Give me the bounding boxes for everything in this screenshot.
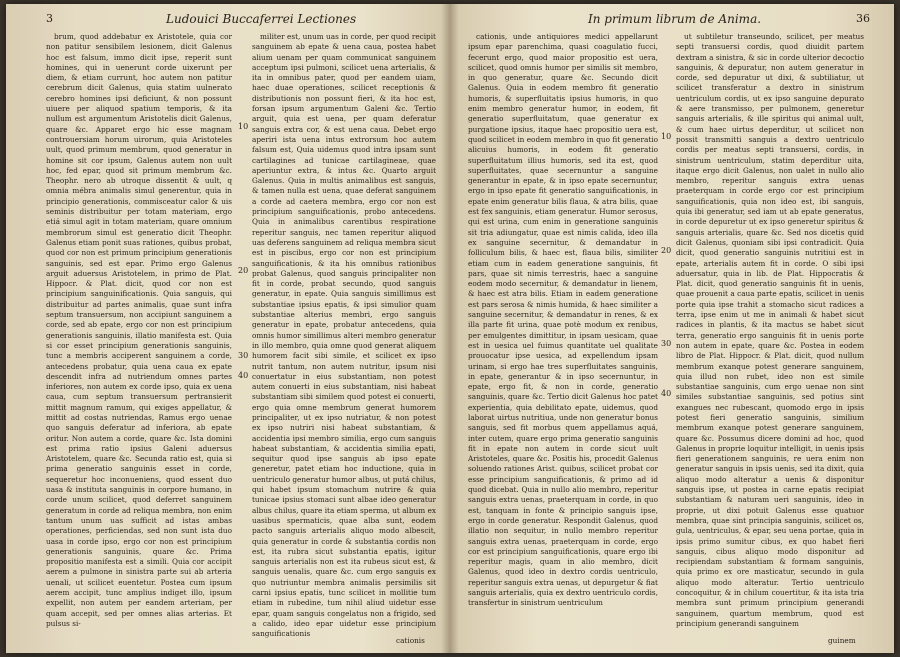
right-line-number: 10 (661, 132, 672, 141)
left-line-number: 20 (238, 266, 249, 275)
left-page (6, 4, 450, 653)
left-column-1 (46, 32, 232, 644)
left-column-1-text: brum, quod addebatur ex Aristotele, quia cor non patitur sensibilem lesionem, dicit Galenus hoc est falsum, immo dicit ipse, reperit sunt homines, qui in uenerunt corde uixerunt per diem, & etiam currunt, hoc autem non patitur cerebrum dicit Galenus, quia statim uulnerato cerebro homines ipsi deficiunt, & non possunt uiuere per aliquod spatium temporis, & ita nullum est argumentum Aristotelis dicit Galenus, quare &c. Apparet ergo hic esse magnam controuersiam horum uirorum, quia Aristoteles uult, quod primum membrum, quod generatur in homine sit cor ipsum, Galenus autem non uult hoc, fed epar, quod sit primum membrum &c. Theophr. nero ab utroque dissentit & uult, q omnia mébra animalis simul generentur, quia in principio generationis, commisceatur calor & uis seminis distribuitur per totam materiam, ergo etiá simul agit in totam materiam, quare omnium membrorum simul est generatio dicit Theophr. Galenus etiam ponit suas rationes, quibus probat, quod cor non est primum principium generationis sanguinis, sed est epar. Primo ergo Galenus arguit aduersus Aristotelem, in primo de Plat. Hippocr. & Plat. dicit, quod cor non est principium sanguinificationis. Quia sanguis, qui distribuitur ad partes animalis, quae sunt infra septum transuersum, non accipiunt sanguinem a corde, sed ab epate, ergo cor non est principium generationis sanguinis, illatio manifesta est. Quia si cor esset principium generationis sanguinis, tunc a membris acciperent sanguinem a corde, antecedens probatur, quia uena caua ex epate descendit infra ad nutriendum omnes partes inferiores, non autem ex corde ipso, quia ex uena caua, cum septum transuersum pertransierit mittit magnum ramum, qui exiges appellatur, & mittit ad costas nutriendas, Ramus ergo uenae quo sanguis deferatur ad inferiora, ab epate oritur. Non autem a corde, quare &c. Ista domini est prima ratio ipsius Galeni aduersus Aristotelem, quare &c. Secunda ratio est, quia si prima generatio sanguinis esset in corde, sequeretur hoc inconueniens, quod essent duo uasa & instituta sanguinis in corpore humano, in corde unum scilicet, quod deferret sanguinem generatum in corde ad reliqua membra, non enim tantum unum uas sufficit ad istas ambas operationes, perficiendas, sed non sunt ista duo uasa in corde ipso, ergo cor non est principium generationis sanguinis, quare &c. Prima propositio manifesta est a simili. Quia cor accipit aerem a pulmone in sinistra parte sui ab arteria uenali, ut scilicet euentetur. Postea cum ipsum aerem accipit, tunc amplius indiget illo, ipsum expellit, non autem per eandem arteriam, per quam accepit, sed per omnes alias arterias. Et pulsus si- (46, 32, 232, 628)
left-column-2 (252, 32, 436, 644)
book-spread (6, 4, 894, 653)
right-line-number: 40 (661, 389, 672, 398)
right-catchword: guinem (828, 636, 856, 645)
right-running-head: In primum librum de Anima. (588, 12, 762, 26)
right-line-number: 20 (661, 246, 672, 255)
right-column-2-text: ut subtiletur transeundo, scilicet, per meatus septi transuersi cordis, quod diuidit partem dextram a sinistra, & sic in corde ulterior decoctio sanguinis, & depuratur, non autem generatur in corde, sed depuratur ut dixi, & subtiliatur, ut scilicet transferatur a dextro in sinistrum uentriculum cordis, ut ex ipso sanguine depurato & aere transmisso, per pulmonem, generetur sanguis arterialis, & ille spiritus qui animal uult, & cum haec uirtus deperditur, ut scilicet non possit transmitti sanguis a dextro uentriculo cordis per meatus septi transuersi, cordis, in sinistrum uentriculum, statim deperditur uita, itaque ergo dicit Galenus, non ualet in nullo alio membro, reperitur sanguis extra uenas praeterquam in corde ergo cor est principium sanguificationis, quia non ideo est, ibi sanguis, quia ibi generatur, sed iam ut ab epate generatus, in corde depuretur ut ex ipso generetur spiritus & sanguis arterialis, quare &c. Sed nos dicetis quid dicit Galenus, quoniam sibi ipsi contradicit. Quia dicit, quod generatio sanguinis nutritiui est in epate, arterialis autem fit in corde. O sibi ipsi aduersatur, quia in lib. de Plat. Hippocratis & Plat. dicit, quod generatio sanguinis fit in uenis, quae prouenit a caua parte epatis, scilicet in uenis porte quia ipse trahit a stomacho sicut radices a terra, ipse enim ut me in animali & habet sicut radices in plantis, & ita mactus se habet sicut terra, generatio ergo sanguinis fit in uenis porte non autem in epate, quare &c. Postea in eodem libro de Plat. Hippocr. & Plat. dicit, quod nullum membrum exanque potest generare sanguinem, quia illud non rubet, ideo non est simile substantiae sanguinis, cum ergo uenae non sint similes substantiae sanguinis, sed potius sint exangues nec rubescant, quomodo ergo in ipsis potest fieri generatio sanguinis, similium membrum exanque potest generare sanguinem, quare &c. Possumus dicere domini ad hoc, quod Galenus in proprie loquitur intelligit, in uenis ipsis fieri generationem sanguinis, re uera enim non generatur sanguis in ipsis uenis, sed ita dixit, quia aliquo modo alteratur a uenis & disponitur sanguis ipse, ut postea in carne epatis recipiat substantiam & naturam ueri sanguinis, ideo in proprie, ut dixi potuit Galenus esse quatuor membra, quae sint principia sanguinis, scilicet os, gula, uentriculus, & epar, seu uena portae, quia in ipsis primo sumitur cibus, ex quo habet fieri sanguis, cibus aliquo modo disponitur ad recipiendam substantiam & formam sanguinis, quia primo ex ore masticatur, secundo in gula aliquo modo alteratur. Tertio uentriculo concoquitur, & in chilum couertitur, & ita ista tria membra sunt primum principium generandi sanguinem, quartum membrum, quod est principium generandi sanguinem (676, 32, 864, 628)
right-column-1 (468, 32, 658, 644)
left-folio: 3 (46, 12, 53, 25)
left-page-header (46, 12, 426, 30)
left-column-2-text: militer est, unum uas in corde, per quod recipit sanguinem ab epate & uena caua, postea habet alium uenam per quam communicat sanguinem acceptum ipsi pulmoni, scilicet uena arterialis, & ita in omnibus pater, quod per eandem uiam, haec duae operationes, scilicet receptionis & distributionis non possunt fieri, & ita hoc est, forsan ipsum argumentum Galeni &c. Tertio arguit, quia est uena, per quam deferatur sanguis extra cor, & est uena caua. Debet ergo aperiri ista uena intus extrorsum hoc autem falsum est, Quia uidemus quod intra ipsam sunt cartilagines ad tunicae cartilagineae, quae aperiuntur extra, & intus &c. Quarto arguit Galenus. Quia in multis animalibus est sanguis, & tamen nulla est uena, quae deferat sanguinem a corde ad caetera membra, ergo cor non est principium sanguificationis, probo antecedens. Quia in animalibus carentibus respiratione reperitur sanguis, nec tamen reperitur aliquod uas deferens sanguinem ad reliqua membra sicut est in piscibus, ergo cor non est principium sanguificationis, & ita his omnibus rationibus probat Galenus, quod sanguis principaliter non fit in corde, probat secundo, quod sanguis generatur, in epate. Quia sanguis simillimus est substantiae ipsius epatis, & ipsi simulior quam substantiae alterius membri, ergo sanguis generatur in epate, probatur antecedens, quia omnis humor simillimus alteri membro generatur in illo membro, quia omne quod generat aliquem humorem facit sibi simile, et scilicet ex ipso nutrit tantum, non autem nutritur, ipsum nisi conuertatur in eius substantiam, non potest autem conuerti in eius substantiam, nisi habeat substantiam sibi similem quod potest ei conuerti, ergo quia omne membrum generat humorem principaliter, ut ex ipso nutriatur, & non potest ex ipso nutriri nisi habeat substantiam, & accidentia ipsi membro similia, ergo cum sanguis habeat substantiam, & accidentia similia epati, sequitur quod ipse sanguis ab ipso epate generetur, patet etiam hoc inductione, quia in uentriculo generatur humor albus, ut putá chilus, qui habet ipsum stomachum nutrire & quia tunicae ipsius stomaci sunt albae ideo generatur albus chilus, quare ita etiam sperma, ut album ex uasibus spermaticis, quae alba sunt, eodem pacto sanguis arterialis aliquo modo albescit, quia generatur in corde & substantia cordis non est, ita rubra sicut substantia epatis, igitur sanguis arterialis non est ita rubeus sicut est, & sanguis uenalis, quare &c. cum ergo sanguis ex quo nutriuntur membra animalis persimilis sit carni ipsius epatis, tunc scilicet in mollitie tum etiam in rubedine, tum nihil aliud uidetur esse epar, quam sanguis congelatus non a frigido, sed a calido, ideo epar uidetur esse principium sanguificationis (252, 32, 436, 639)
left-catchword: cationis (396, 636, 425, 645)
right-column-2 (676, 32, 864, 644)
left-line-number: 30 (238, 351, 249, 360)
left-line-number: 40 (238, 371, 249, 380)
right-page-header (470, 12, 870, 30)
left-running-head: Ludouici Buccaferrei Lectiones (166, 12, 357, 26)
right-line-number: 30 (661, 339, 672, 348)
right-page (450, 4, 894, 653)
right-folio: 36 (856, 12, 870, 25)
left-line-number: 10 (238, 122, 249, 131)
right-column-1-text: cationis, unde antiquiores medici appellarunt ipsum epar parenchima, quasi coagulatio fucci, fecerunt ergo, quod maior propositio est uera, scilicet, quod omnis humor per similis sit membro, in quo generatur, quare &c. Secundo dicit Galenus. Quia in eodem membro fit generatio humoris, & superfluitatis ipsius humoris, in quo enim membro generatur humor, in eodem, fit generatio superfluitatum, quae generatur ex purgatione ipsius, itaque haec propositio uera est, quod scilicet in eodem membro in quo fit generatio alicuius humoris, in eodem fit generatio superfluitatum illius humoris, sed ita est, quod superfluitates, quae secernuntur a sanguine generantur in epate, & in ipso epate secernuntur, ergo in ipso epate fit generatio sanguificationis, in epate enim generatur bilis flaua, & atra bilis, quae est fex sanguinis, etiam generatur. Humor serosus, qui est urina, cum enim in generatione sanguinis sit tria adiungatur, quae est nimis calida, ideo illa ex sanguine secernitur, & demandatur in folliculum bilis, & haec est, flaua bilis, similiter etiam cum in eadem generatione sanguinis, fit pars, quae sit nimis terrestris, haec a sanguine eodem modo secernitur, & demandatur in lienem, & haec est atra bilis. Etiam in eadem generatione est pars serosa & nimis humida, & haec similiter a sanguine secernitur, & demandatur in renes, & ex illa parte fit urina, quae potè modum ex renibus, per emulgentes dimittitur, in ipsam uesicam, quae est in uesica uel fuimus quantitate uel qualitate prouocatur ipse uesica, ad expellendum ipsam urinam, si ergo hae tres superfluitates sanguinis, in epate, generantur & in ipso secernuntur, in epate, ergo fit, & non in corde, generatio sanguinis, quare &c. Tertio dicit Galenus hoc patet experientia, quia debilitato epate, uidemus, quod laborat uirtus nutritiua, unde non generatur bonus sanguis, sed fit morbus quem appellamus aquá, inter cutem, quare ergo prima generatio sanguinis fit in epate non autem in corde sicut uult Aristoteles, quare &c. Positis his, procedit Galenus soluendo rationes Arist. quibus, scilicet probat cor esse principium sanguificationis, & primo ad id quod dicebat. Quia in nullo alio membro, reperitur sanguis extra uenas, praeterquam in corde, in quo est, tanquam in fonte & principio sanguis ipse, ergo in corde generatur. Respondit Galenus, quod illatio non sequitur, in nullo membro reperitur sanguis extra uenas, praeterquam in corde, ergo cor est principium sanguificationis, quare ergo ibi reperitur magis, quam in alio membro, dicit Galenus, quod ideo in dextro cordis uentriculo, reperitur sanguis extra uenas, ut depurgetur & fiat sanguis arterialis, quia ex dextro uentriculo cordis, transfertur in sinistrum uentriculum (468, 32, 658, 608)
